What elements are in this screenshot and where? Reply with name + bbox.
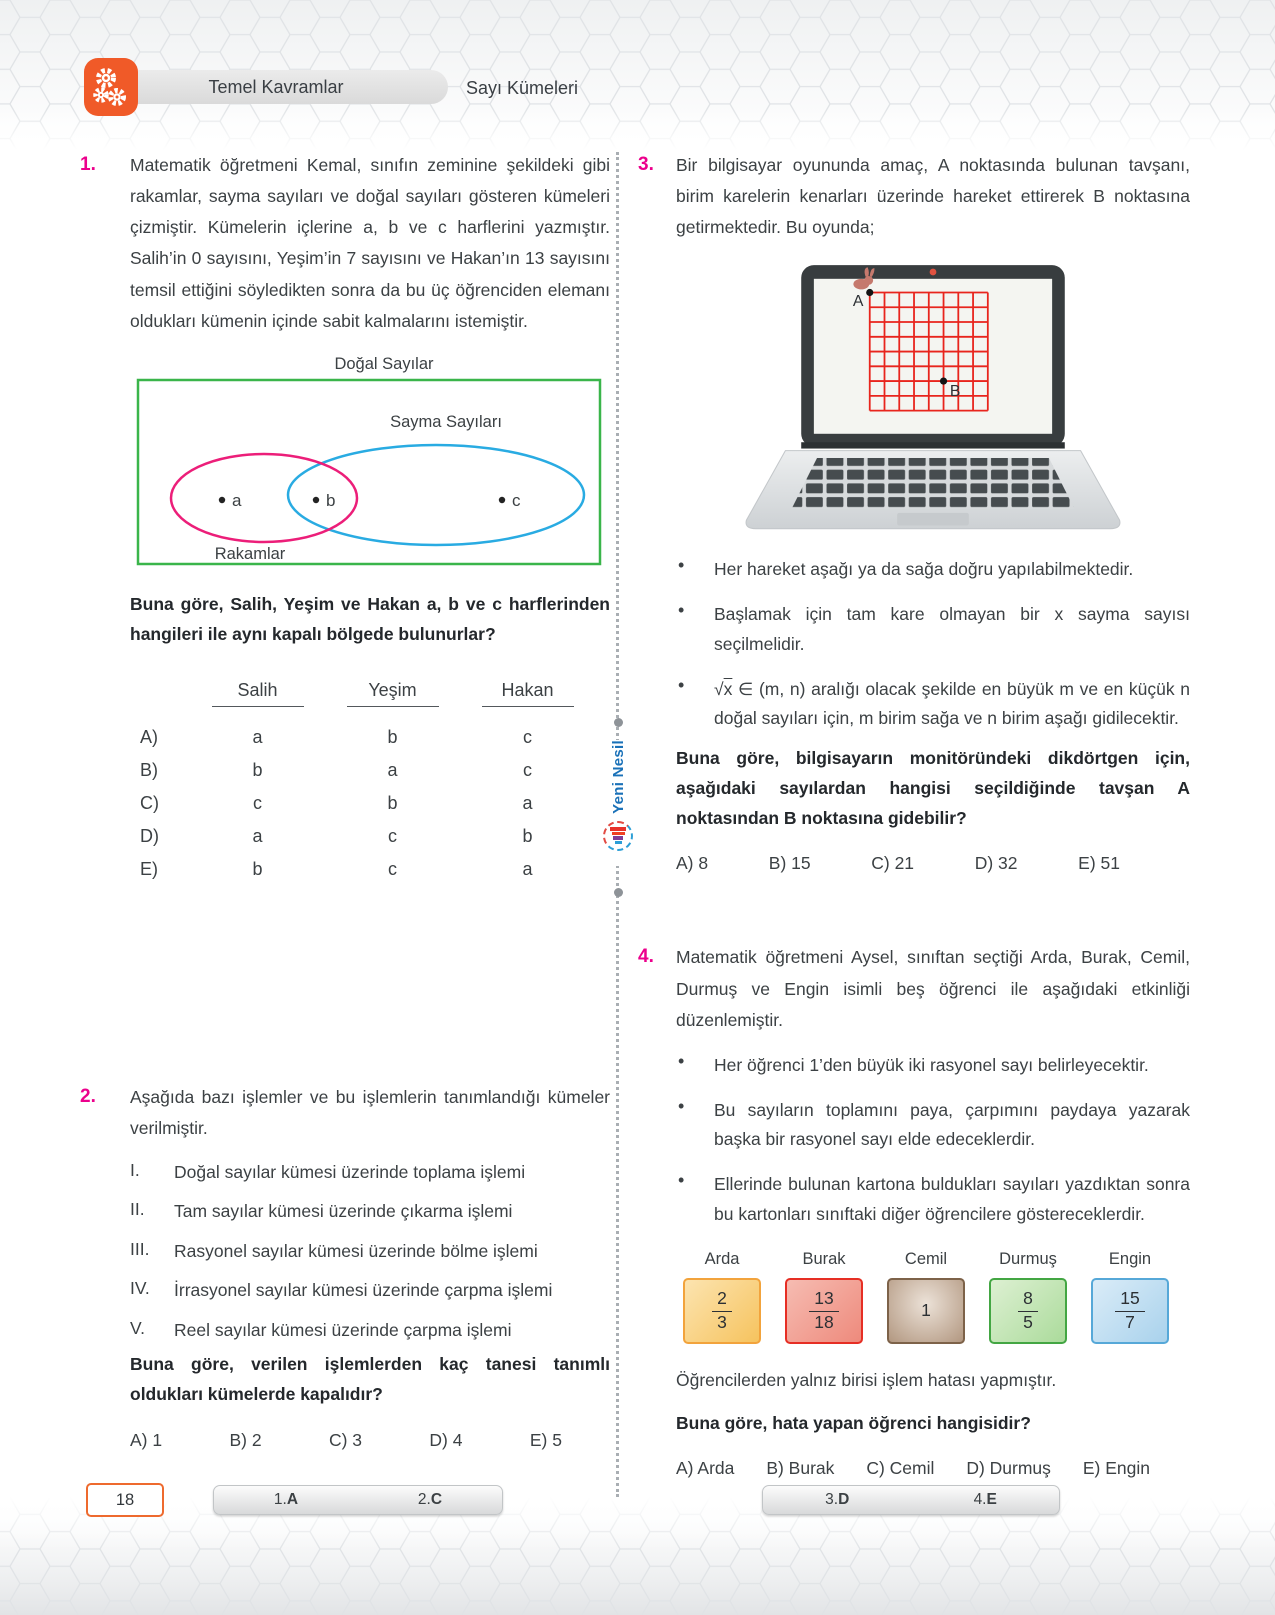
answer-3: 3.D <box>825 1491 850 1508</box>
bullet-item: • Ellerinde bulunan kartona buldukları sayıları yazdıktan sonra bu kartonları sınıftaki diğer öğrencilere göstereceklerdir. <box>676 1170 1190 1230</box>
page-number: 18 <box>86 1483 164 1517</box>
option-d: D) 4 <box>429 1429 463 1450</box>
laptop-keyboard <box>792 458 1075 509</box>
option-d: D) Durmuş <box>966 1458 1051 1479</box>
question-text: Aşağıda bazı işlemler ve bu işlemlerin tanımlandığı kümeler verilmiştir. <box>130 1087 610 1139</box>
question-number: 2. <box>80 1086 96 1108</box>
option-e: E) 5 <box>529 1429 562 1450</box>
point-a-label: A <box>852 293 864 311</box>
option-row-d: D) a c b <box>140 826 533 847</box>
option-d: D) 32 <box>974 853 1018 874</box>
table-header-salih: Salih <box>212 680 304 707</box>
list-item: II. Tam sayılar kümesi üzerinde çıkarma işlemi <box>130 1199 513 1222</box>
list-item: IV. İrrasyonel sayılar kümesi üzerinde çarpma işlemi <box>130 1278 553 1301</box>
sqrt-expression: √x <box>714 678 733 699</box>
option-row-b: B) b a c <box>140 760 532 781</box>
card-arda: Arda $\frac{2}{3}$ <box>676 1250 768 1344</box>
option-e: E) Engin <box>1082 1458 1150 1479</box>
bullet-marker: • <box>678 1095 685 1116</box>
table-header-yesim: Yeşim <box>347 680 439 707</box>
natural-numbers-rect <box>138 380 600 564</box>
student-cards <box>676 1250 1190 1344</box>
card-engin: Engin $\frac{15}{7}$ <box>1084 1250 1176 1344</box>
question-4 <box>638 942 1190 1479</box>
answer-key-right <box>762 1485 1060 1515</box>
option-a: A) Arda <box>676 1458 735 1479</box>
question-bold: Buna göre, hata yapan öğrenci hangisidir? <box>676 1412 1031 1433</box>
bullet-marker: • <box>678 555 685 576</box>
option-b: B) Burak <box>766 1458 835 1479</box>
brand-name: Yeni Nesil <box>609 740 627 814</box>
question-1 <box>70 150 610 886</box>
question-number: 1. <box>80 154 96 175</box>
card-durmus: Durmuş $\frac{8}{5}$ <box>982 1250 1074 1344</box>
q3-options <box>676 853 1190 874</box>
left-column <box>70 150 610 1451</box>
hexagon-pattern-bottom <box>0 1497 1275 1615</box>
topic-title: Sayı Kümeleri <box>466 78 579 98</box>
option-e: E) 51 <box>1078 853 1120 874</box>
question-bold: Buna göre, bilgisayarın monitöründeki dikdörtgen için, aşağıdaki sayılardan hangisi seçildiğinde tavşan A noktasından B noktasına gidebilir? <box>676 748 1190 828</box>
question-number: 3. <box>638 154 654 175</box>
question-number: 4. <box>638 946 654 968</box>
gears-icon <box>84 58 138 116</box>
question-text: Bir bilgisayar oyununda amaç, A noktasında bulunan tavşanı, birim karelerin kenarları üzerinde hareket ettirerek B noktasına getirmektedir. Bu oyunda; <box>676 155 1190 238</box>
venn-outer-label: Doğal Sayılar <box>334 354 434 373</box>
bullet-marker: • <box>678 674 685 695</box>
option-c: C) Cemil <box>866 1458 935 1479</box>
laptop-illustration <box>676 263 1190 540</box>
list-item: V. Reel sayılar kümesi üzerinde çarpma işlemi <box>130 1317 512 1340</box>
bullet-marker: • <box>678 1050 685 1071</box>
publisher-brand <box>597 740 639 866</box>
right-column <box>638 150 1190 1479</box>
brand-logo-icon <box>603 821 633 851</box>
question-bold: Buna göre, Salih, Yeşim ve Hakan a, b ve c harflerinden hangileri ile aynı kapalı bölgede bulunurlar? <box>130 593 610 644</box>
question-text: Matematik öğretmeni Kemal, sınıfın zeminine şekildeki gibi rakamlar, sayma sayıları ve doğal sayıları gösteren kümeleri çizmiştir. Kümelerin içlerine a, b ve c harflerini yazmıştır. Salih’in 0 sayısını, Yeşim’in 7 sayısını ve Hakan’ın 13 sayısını temsil ettiğini söyledikten sonra da bu üç öğrenciden elemanı oldukları kümenin içinde sabit kalmalarını istemiştir. <box>130 155 610 331</box>
point-c-label: c <box>512 490 521 510</box>
option-b: B) 15 <box>768 853 811 874</box>
answer-2: 2.C <box>417 1491 443 1508</box>
option-row-a: A) a b c <box>140 727 532 748</box>
list-item: I. Doğal sayılar kümesi üzerinde toplama işlemi <box>130 1159 526 1182</box>
point-b-label: b <box>326 490 336 510</box>
option-b: B) 2 <box>229 1429 262 1450</box>
q1-answer-table <box>130 673 610 886</box>
bullet-item: • Her hareket aşağı ya da sağa doğru yapılabilmektedir. <box>676 555 1190 585</box>
unit-title-bar <box>104 70 448 104</box>
option-row-e: E) b c a <box>140 859 533 880</box>
option-a: A) 1 <box>130 1429 163 1450</box>
option-c: C) 3 <box>328 1429 363 1450</box>
bullet-item: • Her öğrenci 1’den büyük iki rasyonel sayı belirleyecektir. <box>676 1051 1190 1081</box>
q2-options <box>130 1430 610 1451</box>
laptop-touchpad <box>897 513 969 526</box>
bullet-marker: • <box>678 1170 685 1191</box>
option-row-c: C) c b a <box>140 793 533 814</box>
list-item: III. Rasyonel sayılar kümesi üzerinde bölme işlemi <box>130 1238 538 1261</box>
divider-dot <box>614 888 623 897</box>
unit-title: Temel Kavramlar <box>208 76 344 97</box>
note-text: Öğrencilerden yalnız birisi işlem hatası yapmıştır. <box>676 1369 1057 1390</box>
divider-dot <box>614 718 623 727</box>
answer-1: 1.A <box>273 1491 299 1508</box>
card-cemil: Cemil 1 <box>880 1250 972 1344</box>
venn-diagram <box>130 355 610 574</box>
question-text: Matematik öğretmeni Aysel, sınıftan seçtiği Arda, Burak, Cemil, Durmuş ve Engin isimli beş öğrenci ile aşağıdaki etkinliği düzenlemiştir. <box>676 947 1190 1030</box>
bullet-item: • Bu sayıların toplamını paya, çarpımını paydaya yazarak başka bir rasyonel sayı elde edeceklerdir. <box>676 1096 1190 1156</box>
point-b-dot <box>940 378 947 385</box>
q4-options <box>676 1458 1190 1479</box>
bullet-marker: • <box>678 600 685 621</box>
question-3 <box>638 150 1190 874</box>
answer-4: 4.E <box>973 1491 997 1508</box>
point-a-dot <box>866 289 873 296</box>
option-c: C) 21 <box>871 853 915 874</box>
question-2 <box>70 1082 610 1450</box>
option-a: A) 8 <box>676 853 709 874</box>
venn-pink-label: Rakamlar <box>214 544 286 563</box>
point-b-label: B <box>949 383 961 401</box>
webcam-dot <box>930 269 937 276</box>
venn-blue-label: Sayma Sayıları <box>390 412 502 431</box>
table-header-hakan: Hakan <box>482 680 574 707</box>
question-bold: Buna göre, verilen işlemlerden kaç tanesi tanımlı oldukları kümelerde kapalıdır? <box>130 1354 610 1404</box>
bullet-item: • √x ∈ (m, n) aralığı olacak şekilde en büyük m ve en küçük n doğal sayıları için, m birim sağa ve n birim aşağı gidilecektir. <box>676 675 1190 735</box>
point-a-label: a <box>232 490 242 510</box>
card-burak: Burak $\frac{13}{18}$ <box>778 1250 870 1344</box>
bullet-item: • Başlamak için tam kare olmayan bir x sayma sayısı seçilmelidir. <box>676 600 1190 660</box>
answer-key-left <box>213 1485 503 1515</box>
